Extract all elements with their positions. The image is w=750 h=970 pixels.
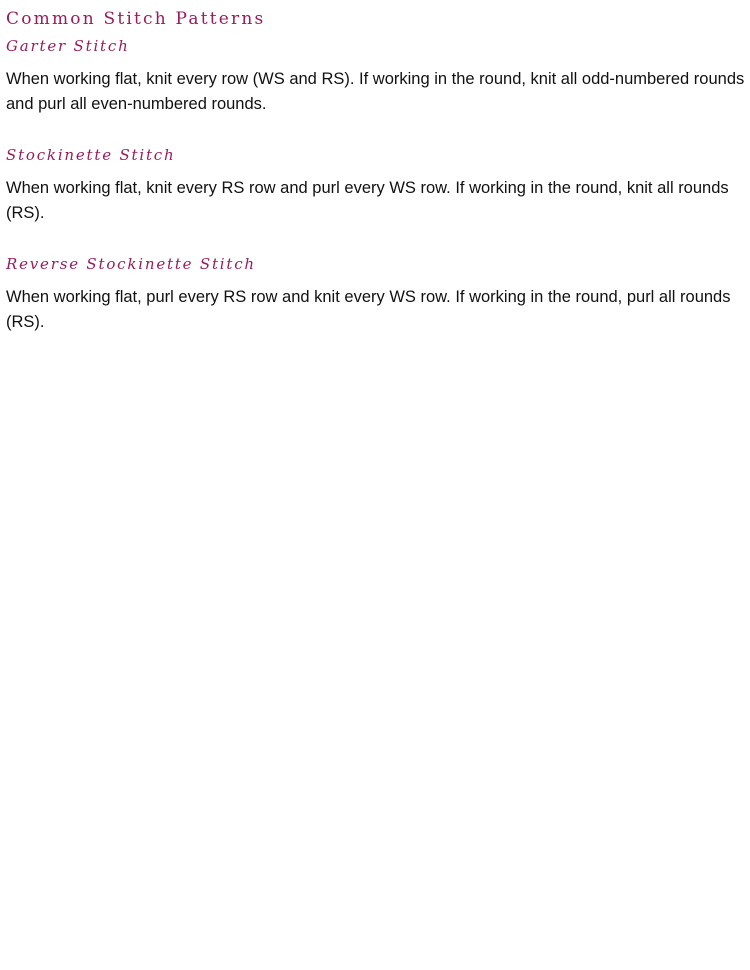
section-body-stockinette-stitch: When working flat, knit every RS row and purl every WS row. If working in the round, knit all rounds (RS).	[6, 179, 729, 222]
section-heading-garter-stitch: Garter Stitch	[6, 37, 130, 55]
page-title: Common Stitch Patterns	[6, 9, 266, 29]
section-body-reverse-stockinette-stitch: When working flat, purl every RS row and knit every WS row. If working in the round, purl all rounds (RS).	[6, 288, 731, 331]
document-page	[6, 0, 746, 335]
section-body-garter-stitch: When working flat, knit every row (WS and RS). If working in the round, knit all odd-numbered rounds and purl all even-numbered rounds.	[6, 70, 745, 113]
section-heading-stockinette-stitch: Stockinette Stitch	[6, 146, 176, 164]
section-heading-reverse-stockinette-stitch: Reverse Stockinette Stitch	[6, 255, 256, 273]
